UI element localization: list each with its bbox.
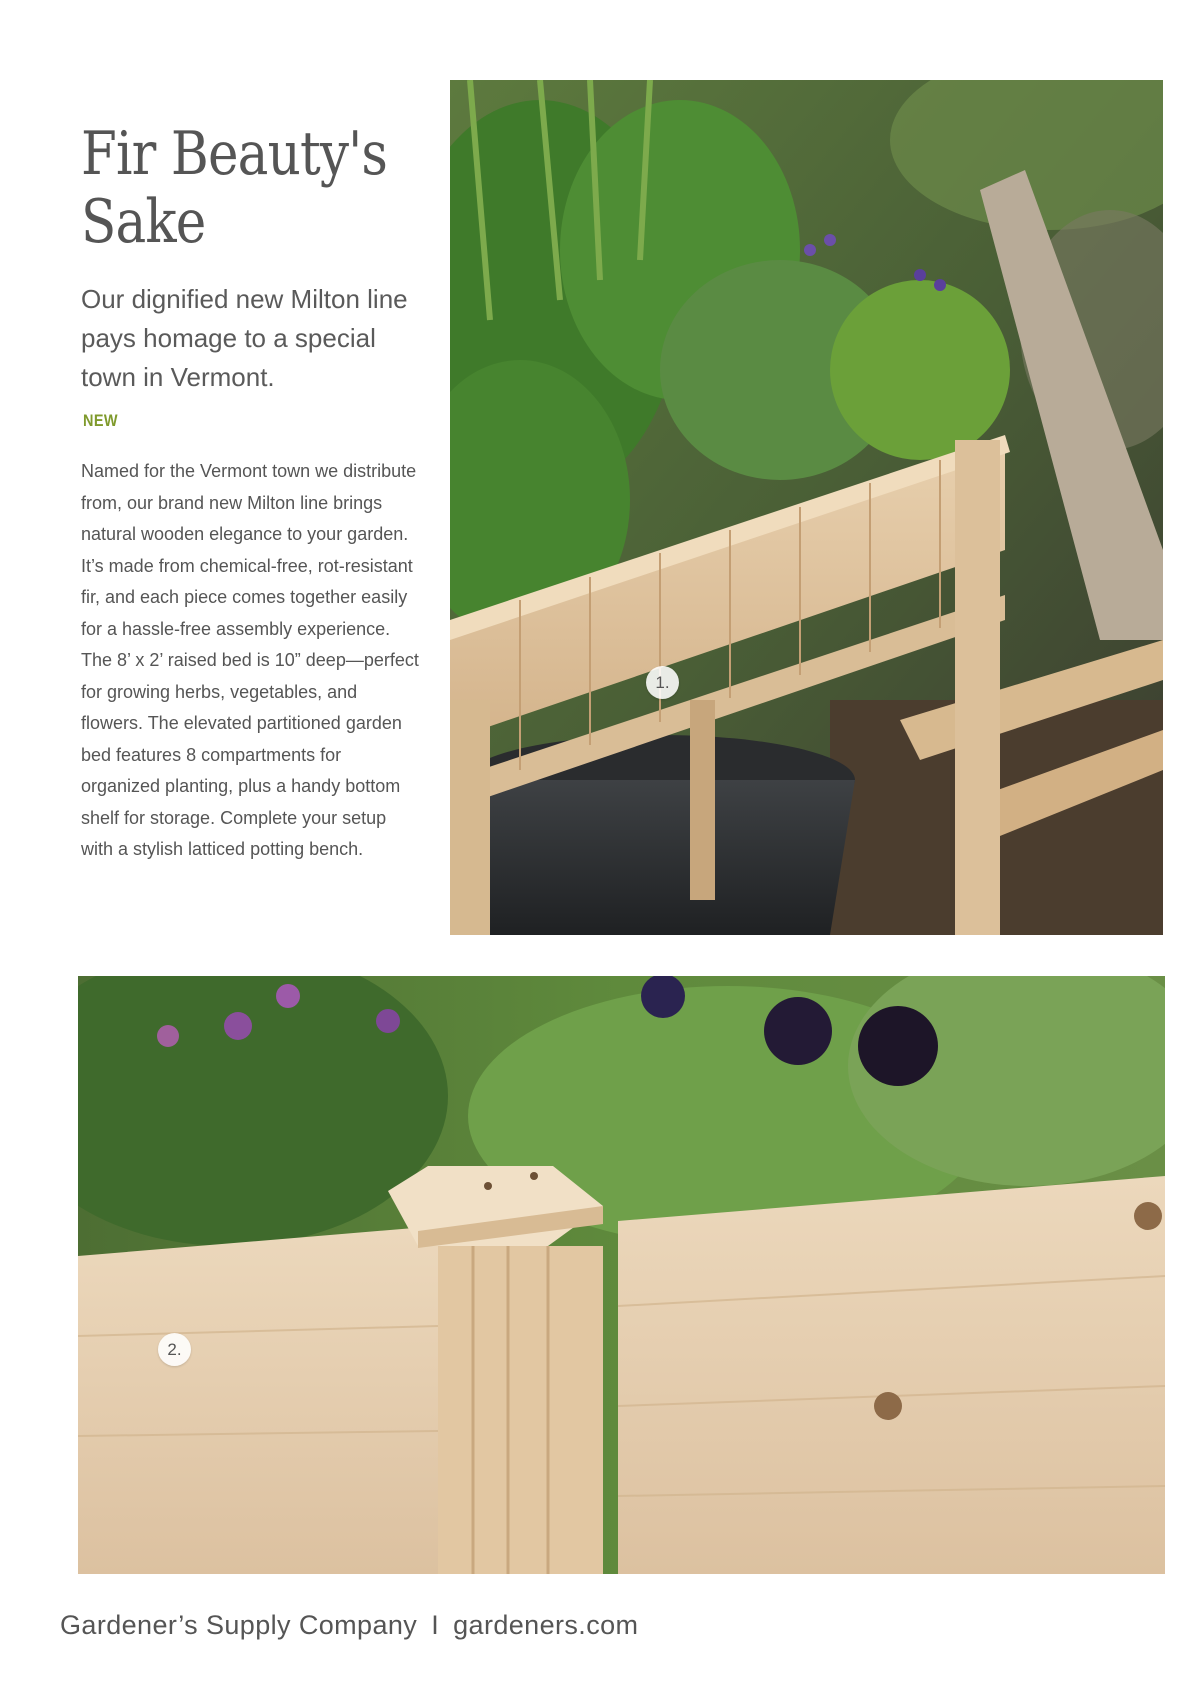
elevated-planter-illustration (450, 80, 1163, 935)
footer-website-link[interactable]: gardeners.com (453, 1609, 639, 1640)
callout-marker-1: 1. (646, 666, 679, 699)
raised-bed-illustration (78, 976, 1165, 1574)
raised-bed-corner-photo (78, 976, 1165, 1574)
page-title (81, 120, 391, 256)
product-description: Named for the Vermont town we distribute from, our brand new Milton line brings natural wooden elegance to your garden. It’s made from chemical-free, rot-resistant fir, and each piece comes together easily for a hassle-free assembly experience. The 8’ x 2’ raised bed is 10” deep—perfect for growing herbs, vegetables, and flowers. The elevated partitioned garden bed features 8 compartments for organized planting, plus a handy bottom shelf for storage. Complete your setup with a stylish latticed potting bench. (81, 461, 419, 859)
elevated-planter-photo (450, 80, 1163, 935)
title-line-1: Fir Beauty's (81, 119, 388, 189)
footer (60, 1608, 638, 1642)
subtitle: Our dignified new Milton line pays homage to a special town in Vermont. (81, 284, 408, 392)
callout-marker-2: 2. (158, 1333, 191, 1366)
title-line-2: Sake (81, 187, 206, 257)
new-badge: NEW (83, 411, 118, 430)
footer-company-name: Gardener’s Supply Company (60, 1609, 418, 1640)
footer-separator: I (431, 1609, 440, 1640)
